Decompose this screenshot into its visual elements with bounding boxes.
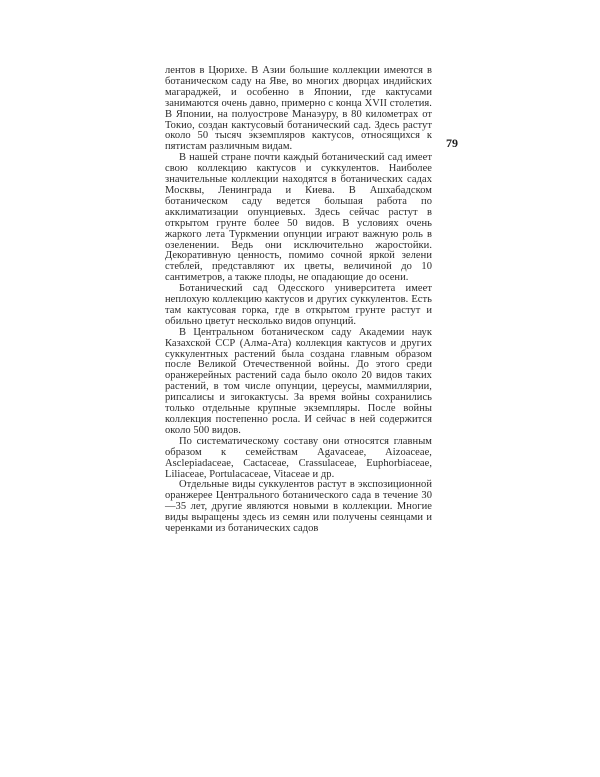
paragraph: В Центральном ботаническом саду Академии наук Казахской ССР (Алма-Ата) коллекция кактусов и других суккулентных растений была создана главным образом после Великой Отечественной войны. До этого среди оранжерейных растений сада было около 20 видов таких растений, в том числе опунции, цереусы, маммиллярии, рипсалисы и зигокактусы. За время войны сохранились только отдельные крупные экземпляры. После войны коллекция постепенно росла. И сейчас в ней содержится около 500 видов. (165, 326, 432, 436)
paragraph: лентов в Цюрихе. В Азии большие коллекции имеются в ботаническом саду на Яве, во многих дворцах индийских магараджей, и особенно в Японии, где кактусами занимаются очень давно, примерно с конца XVII столетия. В Японии, на полуострове Манаэуру, в 80 километрах от Токио, создан кактусовый ботанический сад. Здесь растут около 50 тысяч экземпляров кактусов, относящихся к пятистам различным видам. (165, 65, 432, 153)
paragraph: По систематическому составу они относятся главным образом к семействам Agavaceae, Aizoaceae, Asclepiadaceae, Cactaceae, Crassulaceae, Euphorbiaceae, Liliaceae, Portulacaceae, Vitaceae и др. (165, 435, 432, 480)
paragraph: Ботанический сад Одесского университета имеет неплохую коллекцию кактусов и других суккулентов. Есть там кактусовая горка, где в открытом грунте растут и обильно цветут несколько видов опунций. (165, 283, 432, 327)
paragraph: В нашей стране почти каждый ботанический сад имеет свою коллекцию кактусов и суккулентов. Наиболее значительные коллекции находятся в ботанических садах Москвы, Ленинграда и Киева. В Ашхабадском ботаническом саду ведется большая работа по акклиматизации опунциевых. Здесь сейчас растут в открытом грунте более 50 видов. В условиях очень жаркого лета Туркмении опунции играют важную роль в озеленении. Ведь они исключительно жаростойки. Декоративную ценность, помимо сочной яркой зелени стеблей, представляют их цветы, величиной до 10 сантиметров, а также плоды, не опадающие до осени. (165, 152, 432, 284)
body-text-column (165, 66, 432, 535)
paragraph: Отдельные виды суккулентов растут в экспозиционной оранжерее Центрального ботанического сада в течение 30—35 лет, другие являются новыми в коллекции. Многие виды выращены здесь из семян или получены сеянцами и черенками из ботанических садов (165, 479, 432, 535)
page-number: 79 (446, 136, 458, 150)
